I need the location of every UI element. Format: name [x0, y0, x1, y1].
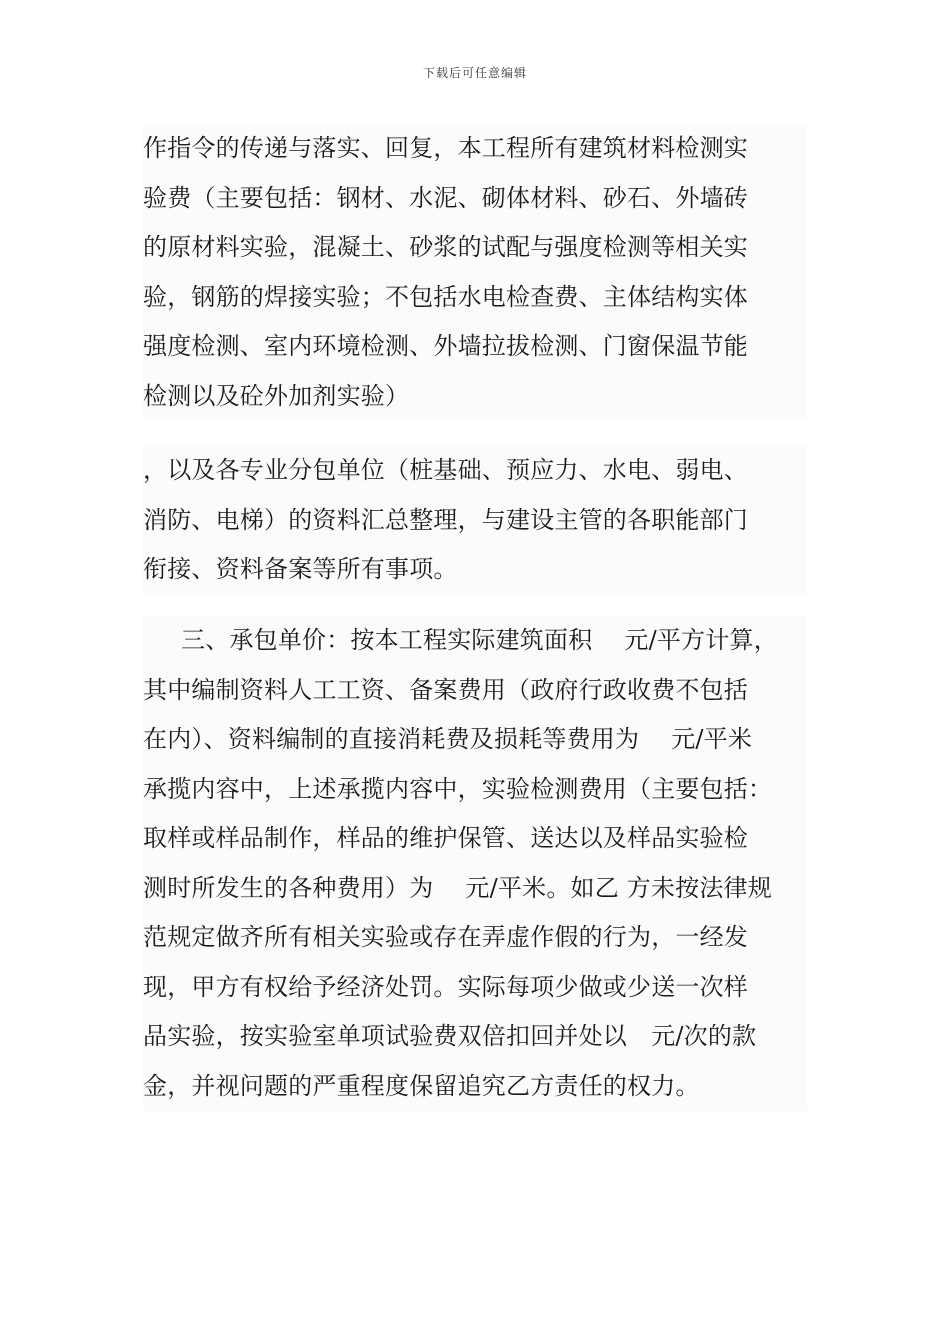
- paragraph-line: 承揽内容中，上述承揽内容中，实验检测费用（主要包括：: [143, 774, 773, 803]
- paragraph-1: [143, 124, 807, 421]
- paragraph-line: 的原材料实验，混凝土、砂浆的试配与强度检测等相关实: [143, 233, 748, 261]
- paragraph-line: ，以及各专业分包单位（桩基础、预应力、水电、弱电、: [143, 456, 748, 484]
- paragraph-line: 取样或样品制作，样品的维护保管、送达以及样品实验检: [143, 824, 748, 852]
- paragraph-line: 消防、电梯）的资料汇总整理，与建设主管的各职能部门: [143, 505, 748, 534]
- page-header-note: 下载后可任意编辑: [422, 66, 527, 80]
- paragraph-3-contract-unit-price: [143, 616, 807, 1111]
- paragraph-line: 测时所发生的各种费用）为 元/平米。如乙 方未按法律规: [143, 873, 772, 902]
- paragraph-line: 现，甲方有权给予经济处罚。实际每项少做或少送一次样: [143, 972, 748, 1001]
- paragraph-line: 作指令的传递与落实、回复，本工程所有建筑材料检测实: [143, 134, 748, 162]
- paragraph-line: 验费（主要包括：钢材、水泥、砌体材料、砂石、外墙砖: [143, 183, 748, 212]
- paragraph-2: [143, 446, 807, 595]
- paragraph-line: 金，并视问题的严重程度保留追究乙方责任的权力。: [143, 1071, 700, 1100]
- paragraph-line: 检测以及砼外加剂实验）: [143, 381, 410, 410]
- paragraph-line: 强度检测、室内环境检测、外墙拉拔检测、门窗保温节能: [143, 332, 748, 360]
- paragraph-line: 其中编制资料人工工资、备案费用（政府行政收费不包括: [143, 675, 748, 704]
- paragraph-line: 衔接、资料备案等所有事项。: [143, 555, 458, 583]
- paragraph-line: 品实验，按实验室单项试验费双倍扣回并处以 元/次的款: [143, 1022, 757, 1050]
- paragraph-line: 在内）、资料编制的直接消耗费及损耗等费用为 元/平米: [143, 725, 753, 753]
- paragraph-line: 验，钢筋的焊接实验；不包括水电检查费、主体结构实体: [143, 282, 748, 311]
- paragraph-line: 范规定做齐所有相关实验或存在弄虚作假的行为，一经发: [143, 923, 748, 951]
- paragraph-line: 三、承包单价：按本工程实际建筑面积 元/平方计算，: [181, 626, 778, 654]
